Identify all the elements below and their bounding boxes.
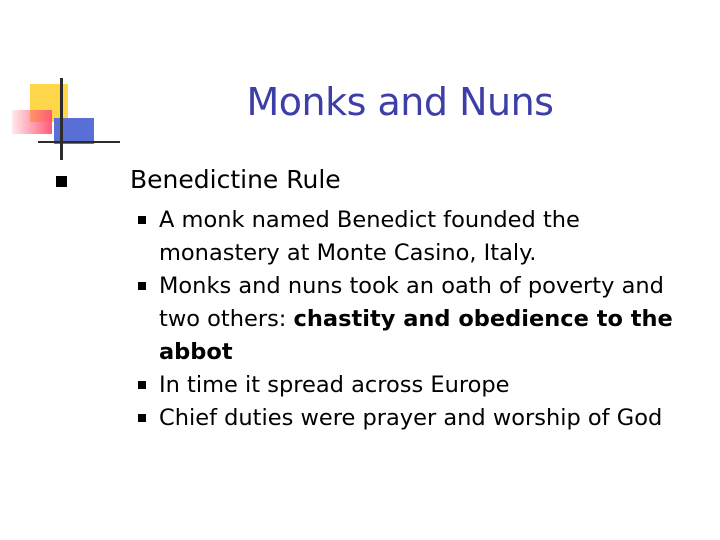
square-bullet-icon bbox=[138, 414, 146, 422]
logo-red-square bbox=[12, 110, 52, 134]
subbullet-text: Monks and nuns took an oath of poverty and two others: bbox=[159, 273, 664, 332]
subbullet-text: A monk named Benedict founded the monastery at Monte Casino, Italy. bbox=[159, 207, 580, 266]
subbullet-bold-text: chastity and obedience to the abbot bbox=[159, 306, 673, 365]
subbullet-list bbox=[132, 204, 692, 435]
bullet-text: Benedictine Rule bbox=[130, 165, 341, 194]
square-bullet-icon bbox=[138, 381, 146, 389]
logo-horizontal-line bbox=[38, 141, 120, 143]
square-bullet-icon bbox=[56, 176, 67, 187]
slide-logo bbox=[0, 0, 120, 170]
logo-vertical-line bbox=[60, 78, 63, 160]
subbullet-item bbox=[132, 402, 692, 435]
square-bullet-icon bbox=[138, 282, 146, 290]
subbullet-item bbox=[132, 369, 692, 402]
square-bullet-icon bbox=[138, 216, 146, 224]
subbullet-text: In time it spread across Europe bbox=[159, 372, 510, 398]
subbullet-item bbox=[132, 270, 692, 369]
subbullet-text: Chief duties were prayer and worship of God bbox=[159, 405, 663, 431]
slide-title: Monks and Nuns bbox=[246, 80, 554, 124]
subbullet-item bbox=[132, 204, 692, 270]
